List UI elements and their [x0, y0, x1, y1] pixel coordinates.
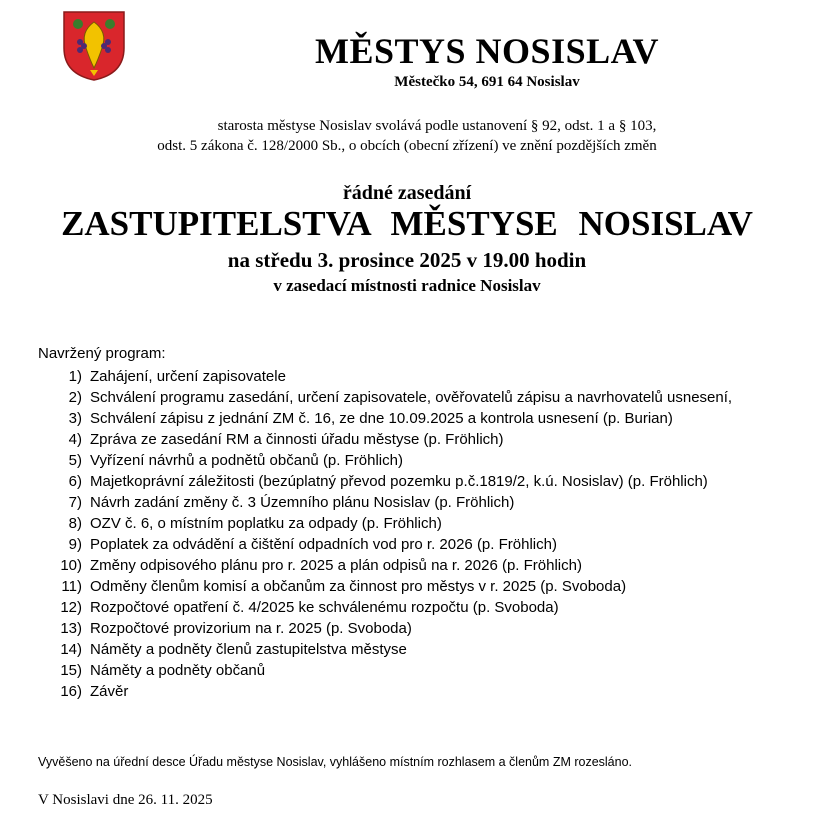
meeting-date: na středu 3. prosince 2025 v 19.00 hodin	[227, 248, 587, 272]
agenda-item-number: 5)	[68, 452, 82, 469]
agenda-item	[48, 660, 732, 681]
agenda-item-number: 11)	[61, 578, 82, 595]
agenda-item	[48, 408, 732, 429]
agenda-item	[48, 534, 732, 555]
agenda-item	[48, 681, 732, 702]
agenda-item	[48, 576, 732, 597]
agenda-item-text: Závěr	[90, 683, 129, 700]
agenda-item-text: Náměty a podněty členů zastupitelstva městyse	[90, 641, 407, 658]
agenda-item-text: Vyřízení návrhů a podnětů občanů (p. Fröhlich)	[90, 452, 403, 469]
agenda-item	[48, 471, 732, 492]
agenda-item-text: Odměny členům komisí a občanům za činnost pro městys v r. 2025 (p. Svoboda)	[90, 578, 627, 595]
meeting-title: ZASTUPITELSTVA MĚSTYSE NOSISLAV	[61, 204, 753, 243]
agenda-item	[48, 555, 732, 576]
agenda-item-number: 9)	[68, 536, 82, 553]
intro-line-1: starosta městyse Nosislav svolává podle ustanovení § 92, odst. 1 a § 103,	[217, 118, 657, 134]
town-address: Městečko 54, 691 64 Nosislav	[394, 74, 580, 90]
agenda-item-number: 6)	[68, 473, 82, 490]
agenda-item	[48, 597, 732, 618]
agenda-item-text: Majetkoprávní záležitosti (bezúplatný převod pozemku p.č.1819/2, k.ú. Nosislav) (p. Fröhlich)	[90, 473, 708, 490]
agenda-item-number: 8)	[68, 515, 82, 532]
agenda-item-text: Rozpočtové provizorium na r. 2025 (p. Svoboda)	[90, 620, 412, 637]
agenda-item-number: 15)	[60, 662, 82, 679]
agenda-item-number: 12)	[60, 599, 82, 616]
agenda-item-text: Rozpočtové opatření č. 4/2025 ke schválenému rozpočtu (p. Svoboda)	[90, 599, 559, 616]
meeting-place: v zasedací místnosti radnice Nosislav	[273, 276, 541, 295]
agenda-item	[48, 429, 732, 450]
agenda-item-number: 2)	[68, 389, 82, 406]
agenda-item-text: OZV č. 6, o místním poplatku za odpady (p. Fröhlich)	[90, 515, 442, 532]
agenda-item-text: Schválení zápisu z jednání ZM č. 16, ze dne 10.09.2025 a kontrola usnesení (p. Burian)	[90, 410, 673, 427]
agenda-list	[48, 366, 732, 702]
agenda-item-text: Zpráva ze zasedání RM a činnosti úřadu městyse (p. Fröhlich)	[90, 431, 504, 448]
agenda-item	[48, 387, 732, 408]
agenda-item	[48, 366, 732, 387]
posting-notice: Vyvěšeno na úřední desce Úřadu městyse Nosislav, vyhlášeno místním rozhlasem a členům ZM rozesláno.	[38, 755, 633, 769]
agenda-item-text: Návrh zadání změny č. 3 Územního plánu Nosislav (p. Fröhlich)	[90, 494, 515, 511]
agenda-item-text: Náměty a podněty občanů	[90, 662, 266, 679]
meeting-type: řádné zasedání	[342, 182, 472, 204]
agenda-item	[48, 639, 732, 660]
agenda-item-number: 13)	[60, 620, 82, 637]
intro-line-2: odst. 5 zákona č. 128/2000 Sb., o obcích (obecní zřízení) ve znění pozdějších změn	[157, 138, 657, 154]
agenda-item-text: Poplatek za odvádění a čištění odpadních vod pro r. 2026 (p. Fröhlich)	[90, 536, 557, 553]
agenda-item-number: 3)	[68, 410, 82, 427]
agenda-item-text: Změny odpisového plánu pro r. 2025 a plán odpisů na r. 2026 (p. Fröhlich)	[90, 557, 582, 574]
agenda-item	[48, 513, 732, 534]
agenda-item-text: Zahájení, určení zapisovatele	[90, 368, 286, 385]
agenda-item-number: 10)	[60, 557, 82, 574]
agenda-item	[48, 492, 732, 513]
agenda-item-text: Schválení programu zasedání, určení zapisovatele, ověřovatelů zápisu a navrhovatelů usnesení,	[90, 389, 733, 406]
dateline: V Nosislavi dne 26. 11. 2025	[38, 792, 213, 808]
agenda-item-number: 14)	[60, 641, 82, 658]
agenda-item-number: 1)	[68, 368, 82, 385]
program-heading: Navržený program:	[38, 345, 166, 362]
town-title: MĚSTYS NOSISLAV	[315, 31, 659, 71]
agenda-item-number: 7)	[68, 494, 82, 511]
agenda-item-number: 4)	[68, 431, 82, 448]
agenda-item	[48, 618, 732, 639]
agenda-item-number: 16)	[60, 683, 82, 700]
agenda-item	[48, 450, 732, 471]
